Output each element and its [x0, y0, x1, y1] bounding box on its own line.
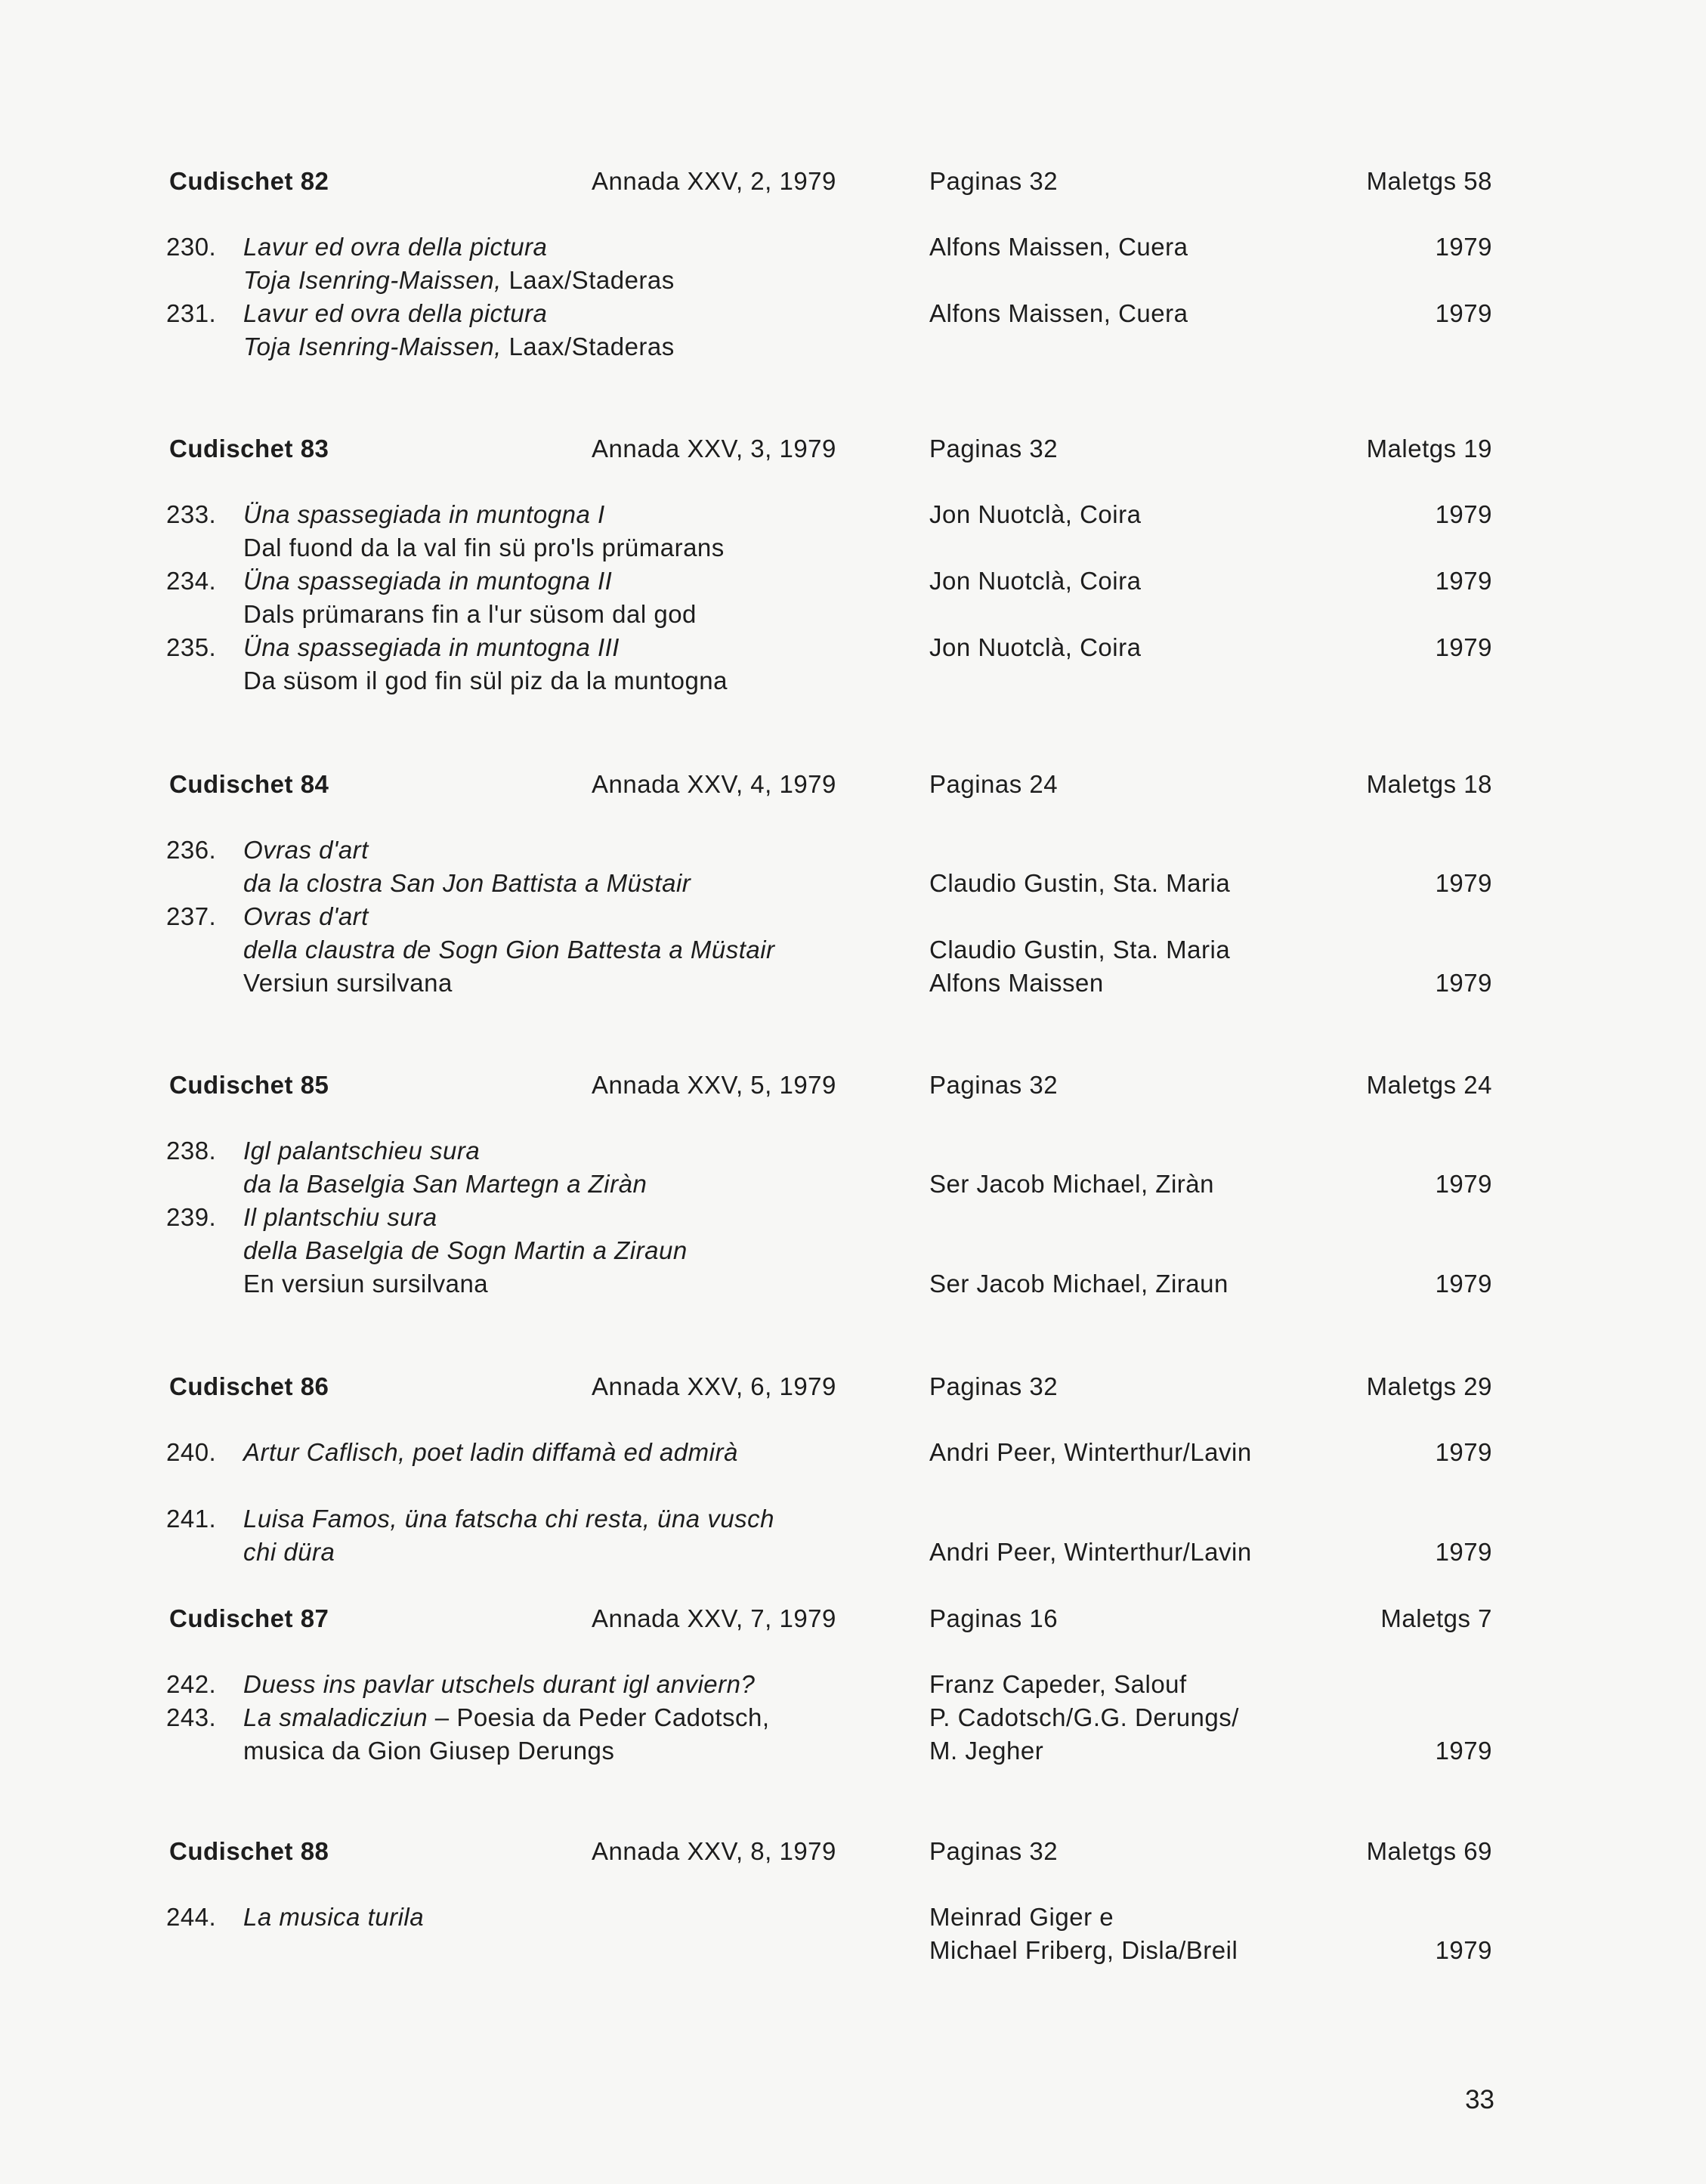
- entry-author: [929, 631, 1398, 664]
- plain-text: Versiun sursilvana: [243, 969, 453, 997]
- entry-author: [929, 1201, 1398, 1301]
- entry-year: 1979: [1435, 633, 1492, 661]
- entry-title-line: [243, 1201, 893, 1234]
- entry-title-line: [243, 1901, 893, 1934]
- plain-text: – Poesia da Peder Cadotsch,: [428, 1703, 770, 1731]
- issue-maletgs: Maletgs 7: [1380, 1604, 1492, 1632]
- entry-year: 1979: [1435, 1737, 1492, 1765]
- italic-text: Toja Isenring-Maissen,: [243, 333, 502, 360]
- plain-text: Dal fuond da la val fin sü pro'ls prümarans: [243, 534, 725, 561]
- entry-author: [929, 900, 1398, 1000]
- entry-author-line: Ser Jacob Michael, Ziraun: [929, 1270, 1229, 1298]
- entry-title-line: [243, 264, 893, 297]
- entry-title-line: [243, 531, 893, 565]
- italic-text: da la Baselgia San Martegn a Ziràn: [243, 1170, 647, 1198]
- entry-number: 234.: [166, 567, 217, 595]
- entry-title-line: [243, 330, 893, 363]
- entry-title-line: [243, 1134, 893, 1168]
- issue-header: [0, 1069, 1706, 1102]
- entry-title-line: [243, 297, 893, 330]
- entry-title-line: [243, 867, 893, 900]
- entry-author: [929, 1701, 1398, 1768]
- entry-title-line: [243, 1536, 893, 1569]
- entry-author: [929, 297, 1398, 330]
- entry-author-line: Alfons Maissen, Cuera: [929, 233, 1188, 261]
- entry-title-line: [243, 1701, 893, 1734]
- entry-year: 1979: [1435, 1538, 1492, 1566]
- entry-author-line: Claudio Gustin, Sta. Maria: [929, 936, 1231, 964]
- entry-year: 1979: [1435, 1270, 1492, 1298]
- entry-title-line: [243, 230, 893, 264]
- entry-author-line: [929, 834, 1398, 867]
- entry-title: [243, 297, 893, 363]
- italic-text: Igl palantschieu sura: [243, 1137, 481, 1165]
- issue-paginas: Paginas 32: [929, 167, 1059, 195]
- entry-year: 1979: [1435, 1170, 1492, 1198]
- entry-number: 231.: [166, 299, 217, 327]
- entry-author-line: [929, 1201, 1398, 1234]
- entry-number: 236.: [166, 836, 217, 864]
- issue-maletgs: Maletgs 69: [1366, 1837, 1492, 1865]
- italic-text: La smaladicziun: [243, 1703, 428, 1731]
- plain-text: Da süsom il god fin sül piz da la muntogna: [243, 667, 728, 694]
- issue-paginas: Paginas 32: [929, 1837, 1059, 1865]
- entry-year: 1979: [1435, 233, 1492, 261]
- entry-author-line: P. Cadotsch/G.G. Derungs/: [929, 1703, 1239, 1731]
- issue-maletgs: Maletgs 18: [1366, 770, 1492, 798]
- entry-title-line: [243, 1668, 893, 1701]
- issue-header: [0, 1370, 1706, 1403]
- entry-title: [243, 1502, 893, 1569]
- entry-year: 1979: [1435, 869, 1492, 897]
- entry-author-line: [929, 900, 1398, 933]
- entry-number: 238.: [166, 1137, 217, 1165]
- entry-title-line: [243, 933, 893, 967]
- plain-text: Dals prümarans fin a l'ur süsom dal god: [243, 600, 697, 628]
- issue-paginas: Paginas 32: [929, 1071, 1059, 1099]
- issue-header: [0, 165, 1706, 198]
- entry-number: 242.: [166, 1670, 217, 1698]
- issue-maletgs: Maletgs 58: [1366, 167, 1492, 195]
- entry-author-line: Jon Nuotclà, Coira: [929, 500, 1142, 528]
- entry-author-line: Alfons Maissen, Cuera: [929, 299, 1188, 327]
- entry-title-line: [243, 900, 893, 933]
- entry-title-line: [243, 631, 893, 664]
- plain-text: Laax/Staderas: [501, 266, 675, 294]
- entry-author-line: Ser Jacob Michael, Ziràn: [929, 1170, 1214, 1198]
- entry-author-line: Andri Peer, Winterthur/Lavin: [929, 1438, 1252, 1466]
- entry-title: [243, 1201, 893, 1301]
- italic-text: Toja Isenring-Maissen,: [243, 266, 502, 294]
- entry-title-line: [243, 598, 893, 631]
- issue-paginas: Paginas 24: [929, 770, 1059, 798]
- entry-title: [243, 1701, 893, 1768]
- entry-title-line: [243, 1502, 893, 1536]
- entry-author-line: Michael Friberg, Disla/Breil: [929, 1936, 1238, 1964]
- entry-title: [243, 1668, 893, 1701]
- entry-author: [929, 565, 1398, 598]
- entry-title: [243, 1134, 893, 1201]
- italic-text: Ovras d'art: [243, 902, 369, 930]
- entry-year: 1979: [1435, 299, 1492, 327]
- issue-annada: Annada XXV, 8, 1979: [592, 1837, 836, 1865]
- entry-title-line: [243, 664, 893, 698]
- italic-text: Artur Caflisch, poet ladin diffamà ed admirà: [243, 1438, 738, 1466]
- issue-title: Cudischet 82: [169, 167, 329, 195]
- entry-author: [929, 1502, 1398, 1569]
- italic-text: da la clostra San Jon Battista a Müstair: [243, 869, 691, 897]
- entry-number: 243.: [166, 1703, 217, 1731]
- entry-title: [243, 834, 893, 900]
- entry-author-line: Franz Capeder, Salouf: [929, 1670, 1187, 1698]
- entry-author: [929, 230, 1398, 264]
- italic-text: Duess ins pavlar utschels durant igl anviern?: [243, 1670, 756, 1698]
- entry-author-line: Jon Nuotclà, Coira: [929, 567, 1142, 595]
- issue-maletgs: Maletgs 29: [1366, 1372, 1492, 1400]
- entry-author-line: Alfons Maissen: [929, 969, 1104, 997]
- entry-title-line: [243, 1168, 893, 1201]
- entry-title-line: [243, 565, 893, 598]
- entry-title-line: [243, 834, 893, 867]
- entry-title: [243, 565, 893, 631]
- entry-year: 1979: [1435, 500, 1492, 528]
- issue-header: [0, 1835, 1706, 1868]
- entry-number: 233.: [166, 500, 217, 528]
- entry-author-line: Jon Nuotclà, Coira: [929, 633, 1142, 661]
- entry-title-line: [243, 498, 893, 531]
- entry-number: 244.: [166, 1903, 217, 1931]
- entry-title-line: [243, 1234, 893, 1267]
- issue-header: [0, 768, 1706, 801]
- issue-header: [0, 1602, 1706, 1635]
- entry-title-line: [243, 1436, 893, 1469]
- italic-text: Üna spassegiada in muntogna I: [243, 500, 605, 528]
- entry-author: [929, 1901, 1398, 1967]
- italic-text: Luisa Famos, üna fatscha chi resta, üna vusch: [243, 1505, 775, 1533]
- entry-year: 1979: [1435, 1936, 1492, 1964]
- entry-title: [243, 1436, 893, 1469]
- entry-year: 1979: [1435, 1438, 1492, 1466]
- entry-author: [929, 834, 1398, 900]
- entry-title: [243, 631, 893, 698]
- entry-title: [243, 1901, 893, 1934]
- italic-text: della claustra de Sogn Gion Battesta a Müstair: [243, 936, 775, 964]
- issue-maletgs: Maletgs 24: [1366, 1071, 1492, 1099]
- entry-title-line: [243, 1267, 893, 1301]
- issue-paginas: Paginas 32: [929, 435, 1059, 462]
- entry-number: 240.: [166, 1438, 217, 1466]
- entry-title-line: [243, 1734, 893, 1768]
- issue-title: Cudischet 83: [169, 435, 329, 462]
- entry-number: 241.: [166, 1505, 217, 1533]
- entry-number: 239.: [166, 1203, 217, 1231]
- entry-author-line: [929, 1234, 1398, 1267]
- entry-author-line: Claudio Gustin, Sta. Maria: [929, 869, 1231, 897]
- issue-header: [0, 432, 1706, 466]
- issue-annada: Annada XXV, 7, 1979: [592, 1604, 836, 1632]
- italic-text: La musica turila: [243, 1903, 425, 1931]
- issue-title: Cudischet 85: [169, 1071, 329, 1099]
- italic-text: della Baselgia de Sogn Martin a Ziraun: [243, 1236, 688, 1264]
- issue-paginas: Paginas 32: [929, 1372, 1059, 1400]
- page-number: 33: [1465, 2085, 1494, 2114]
- entry-title: [243, 230, 893, 297]
- issue-annada: Annada XXV, 5, 1979: [592, 1071, 836, 1099]
- italic-text: Il plantschiu sura: [243, 1203, 437, 1231]
- entry-author-line: Andri Peer, Winterthur/Lavin: [929, 1538, 1252, 1566]
- italic-text: Üna spassegiada in muntogna III: [243, 633, 620, 661]
- entry-year: 1979: [1435, 567, 1492, 595]
- entry-number: 235.: [166, 633, 217, 661]
- italic-text: Üna spassegiada in muntogna II: [243, 567, 613, 595]
- issue-title: Cudischet 84: [169, 770, 329, 798]
- entry-author: [929, 1436, 1398, 1469]
- italic-text: Lavur ed ovra della pictura: [243, 299, 548, 327]
- issue-maletgs: Maletgs 19: [1366, 435, 1492, 462]
- entry-author: [929, 1134, 1398, 1201]
- entry-author-line: [929, 1134, 1398, 1168]
- issue-annada: Annada XXV, 3, 1979: [592, 435, 836, 462]
- entry-title-line: [243, 967, 893, 1000]
- italic-text: Ovras d'art: [243, 836, 369, 864]
- issue-title: Cudischet 88: [169, 1837, 329, 1865]
- italic-text: chi düra: [243, 1538, 335, 1566]
- entry-author-line: M. Jegher: [929, 1737, 1044, 1765]
- entry-author-line: [929, 1502, 1398, 1536]
- entry-number: 237.: [166, 902, 217, 930]
- plain-text: En versiun sursilvana: [243, 1270, 489, 1298]
- italic-text: Lavur ed ovra della pictura: [243, 233, 548, 261]
- plain-text: musica da Gion Giusep Derungs: [243, 1737, 615, 1765]
- issue-annada: Annada XXV, 4, 1979: [592, 770, 836, 798]
- entry-year: 1979: [1435, 969, 1492, 997]
- issue-annada: Annada XXV, 2, 1979: [592, 167, 836, 195]
- entry-title: [243, 900, 893, 1000]
- entry-author: [929, 1668, 1398, 1701]
- issue-annada: Annada XXV, 6, 1979: [592, 1372, 836, 1400]
- entry-title: [243, 498, 893, 565]
- issue-paginas: Paginas 16: [929, 1604, 1059, 1632]
- issue-title: Cudischet 87: [169, 1604, 329, 1632]
- plain-text: Laax/Staderas: [501, 333, 675, 360]
- entry-number: 230.: [166, 233, 217, 261]
- issue-title: Cudischet 86: [169, 1372, 329, 1400]
- entry-author: [929, 498, 1398, 531]
- entry-author-line: Meinrad Giger e: [929, 1903, 1114, 1931]
